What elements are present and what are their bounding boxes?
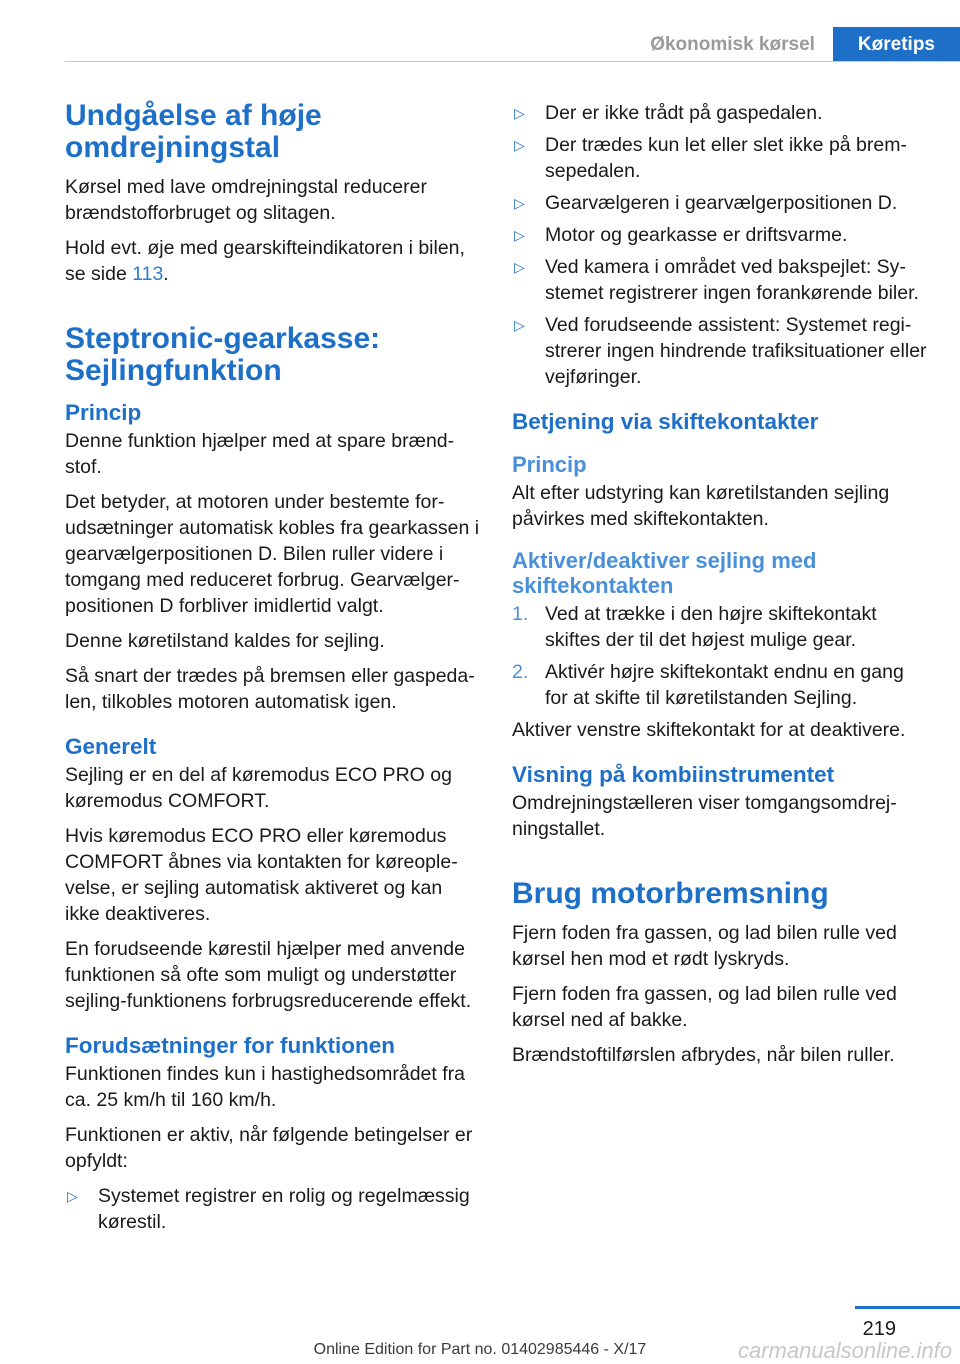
subheading-aktiver: Aktiver/deaktiver sejling med skiftekontakten [512,548,817,598]
paragraph: Hvis køremodus ECO PRO eller køremodus COMFORT åbnes via kontakten for køreoplevelse, er sejling automatisk aktiveret og kan ikke deaktiveres. [65,825,458,925]
paragraph: Fjern foden fra gassen, og lad bilen rulle ved kørsel ned af bakke. [512,983,897,1031]
tab-chapter[interactable]: Køretips [833,27,960,62]
watermark: carmanualsonline.info [737,1338,952,1363]
paragraph: Sejling er en del af køremodus ECO PRO og køremodus COMFORT. [65,764,452,812]
paragraph: Denne funktion hjælper med at spare brændstof. [65,430,455,478]
paragraph: Aktiver venstre skiftekontakt for at deaktivere. [512,719,906,741]
tab-section[interactable]: Økonomisk kørsel [650,33,815,55]
heading-princip: Princip [65,400,142,425]
heading-betjening: Betjening via skiftekontakter [512,409,819,434]
triangle-bullet-icon: ▷ [514,317,525,333]
step-number: 1. [512,603,529,625]
step-list [512,601,930,711]
section-title-motorbremsning: Brug motorbremsning [512,877,829,910]
triangle-bullet-icon: ▷ [67,1188,78,1204]
paragraph: En forudseende kørestil hjælper med anvende funktionen så ofte som muligt og understøtter sejling-funktionens forbrugsreducerende effekt. [65,938,472,1012]
list-item: 1. Ved at trække i den højre skiftekontakt skiftes der til det højest mulige gear. [512,603,877,651]
paragraph: Hold evt. øje med gearskifteindikatoren i bilen, se side 113. [65,237,465,285]
right-column [512,100,930,1077]
paragraph: Funktionen er aktiv, når følgende betingelser er opfyldt: [65,1124,473,1172]
condition-list [65,1183,480,1235]
list-item: ▷ Der trædes kun let eller slet ikke på bremsepedalen. [514,134,907,182]
condition-list-continued [512,100,930,390]
header-divider [65,61,960,62]
paragraph: Kørsel med lave omdrejningstal reducerer brændstofforbruget og slitagen. [65,176,427,224]
page-number: 219 [862,1318,896,1340]
list-item: 2. Aktivér højre skiftekontakt endnu en gang for at skifte til køretilstanden Sejling. [512,661,904,709]
paragraph: Alt efter udstyring kan køretilstanden sejling påvirkes med skiftekontakten. [512,482,890,530]
triangle-bullet-icon: ▷ [514,137,525,153]
step-number: 2. [512,661,529,683]
paragraph: Funktionen findes kun i hastighedsområdet fra ca. 25 km/h til 160 km/h. [65,1063,465,1111]
edition-note: Online Edition for Part no. 01402985446 - X/17 [313,1341,647,1358]
paragraph: Så snart der trædes på bremsen eller gaspedalen, tilkobles motoren automatisk igen. [65,665,475,713]
paragraph: Omdrejningstælleren viser tomgangsomdrejningstallet. [512,792,897,840]
heading-visning: Visning på kombiinstrumentet [512,762,835,787]
header-tabs [632,27,960,62]
paragraph: Brændstoftilførslen afbrydes, når bilen ruller. [512,1044,895,1066]
list-item: ▷ Der er ikke trådt på gaspedalen. [514,102,823,124]
paragraph: Fjern foden fra gassen, og lad bilen rulle ved kørsel hen mod et rødt lyskryds. [512,922,897,970]
heading-generelt: Generelt [65,734,157,759]
triangle-bullet-icon: ▷ [514,259,525,275]
subheading-princip: Princip [512,452,587,477]
left-column [65,100,480,1241]
section-title-steptronic: Steptronic-gearkasse: Sejlingfunktion [65,322,381,387]
footer-divider [855,1306,960,1309]
triangle-bullet-icon: ▷ [514,195,525,211]
list-item: ▷ Gearvælgeren i gearvælgerpositionen D. [514,192,898,214]
list-item: ▷ Ved forudseende assistent: Systemet registrerer ingen hindrende trafiksituationer eller vejføringer. [514,314,927,388]
page-link[interactable]: 113 [132,263,164,285]
paragraph: Det betyder, at motoren under bestemte forudsætninger automatisk kobles fra gearkassen i gearvælgerpositionen D. Bilen ruller videre i tomgang med reduceret forbrug. Gearvælgerpositionen D forbliver imidlertid valgt. [65,491,480,617]
paragraph: Denne køretilstand kaldes for sejling. [65,630,385,652]
triangle-bullet-icon: ▷ [514,227,525,243]
list-item: ▷ Motor og gearkasse er driftsvarme. [514,224,848,246]
list-item: ▷ Ved kamera i området ved bakspejlet: Systemet registrerer ingen forankørende biler. [514,256,919,304]
triangle-bullet-icon: ▷ [514,105,525,121]
heading-forudsaetninger: Forudsætninger for funktionen [65,1033,395,1058]
list-item: ▷ Systemet registrer en rolig og regelmæssig kørestil. [67,1185,470,1233]
section-title-high-rpm: Undgåelse af høje omdrejningstal [65,99,322,164]
